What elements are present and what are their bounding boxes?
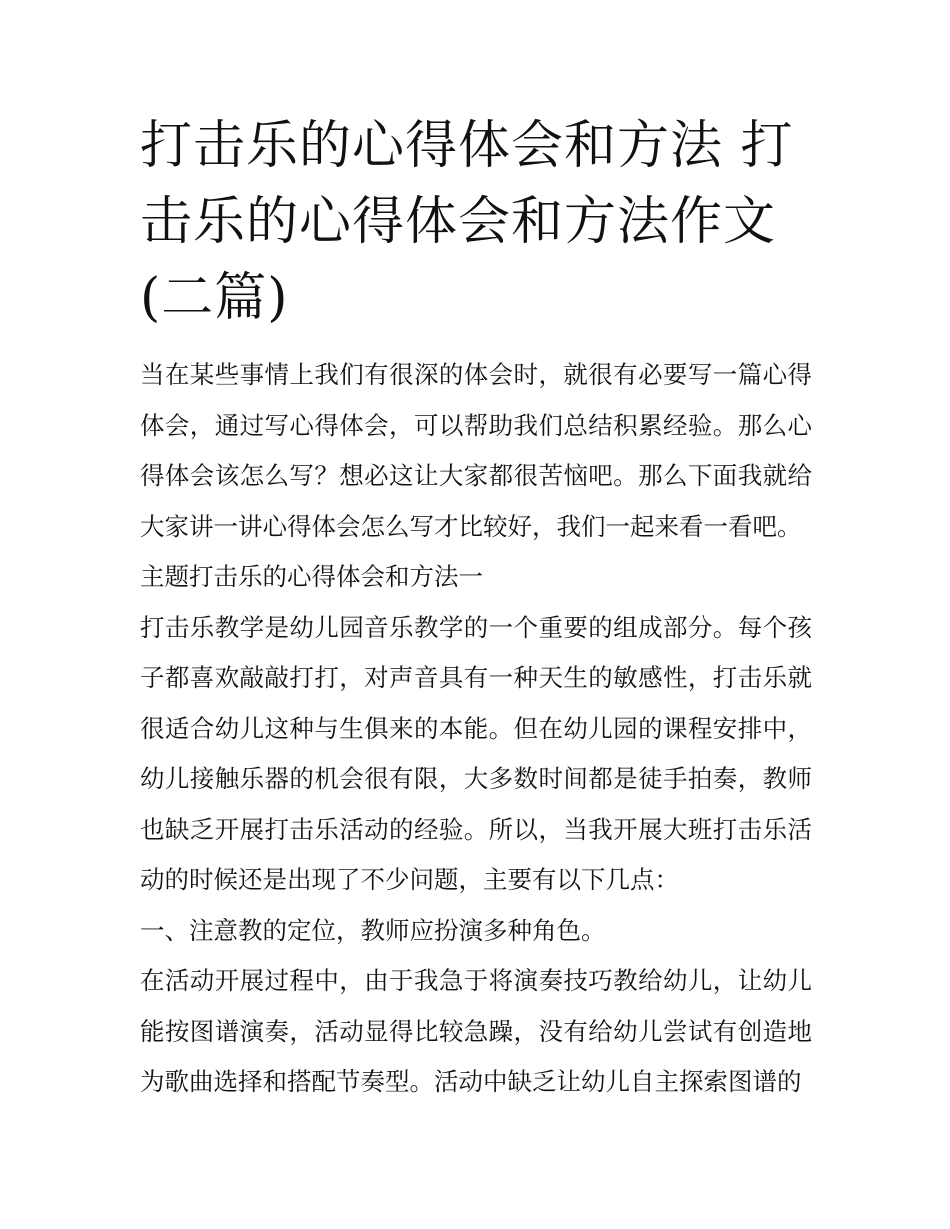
section-heading: 主题打击乐的心得体会和方法一 (140, 562, 483, 591)
body-paragraph: 打击乐教学是幼儿园音乐教学的一个重要的组成部分。每个孩子都喜欢敲敲打打，对声音具有一种天生的敏感性，打击乐就很适合幼儿这种与生俱来的本能。但在幼儿园的课程安排中，幼儿接触乐器的机会很有限，大多数时间都是徒手拍奏，教师也缺乏开展打击乐活动的经验。所以，当我开展大班打击乐活动的时候还是出现了不少问题，主要有以下几点： (140, 612, 812, 894)
body-paragraph: 在活动开展过程中，由于我急于将演奏技巧教给幼儿，让幼儿能按图谱演奏，活动显得比较急躁，没有给幼儿尝试有创造地为歌曲选择和搭配节奏型。活动中缺乏让幼儿自主探索图谱的 (140, 966, 812, 1096)
document-body (140, 350, 812, 1108)
document-title: 打击乐的心得体会和方法 打击乐的心得体会和方法作文(二篇) (140, 116, 794, 328)
subheading-paragraph: 一、注意教的定位，教师应扮演多种角色。 (140, 915, 606, 945)
document-page (140, 108, 812, 1108)
intro-paragraph: 当在某些事情上我们有很深的体会时，就很有必要写一篇心得体会，通过写心得体会，可以帮助我们总结积累经验。那么心得体会该怎么写？想必这让大家都很苦恼吧。那么下面我就给大家讲一讲心得体会怎么写才比较好，我们一起来看一看吧。 (140, 360, 812, 541)
